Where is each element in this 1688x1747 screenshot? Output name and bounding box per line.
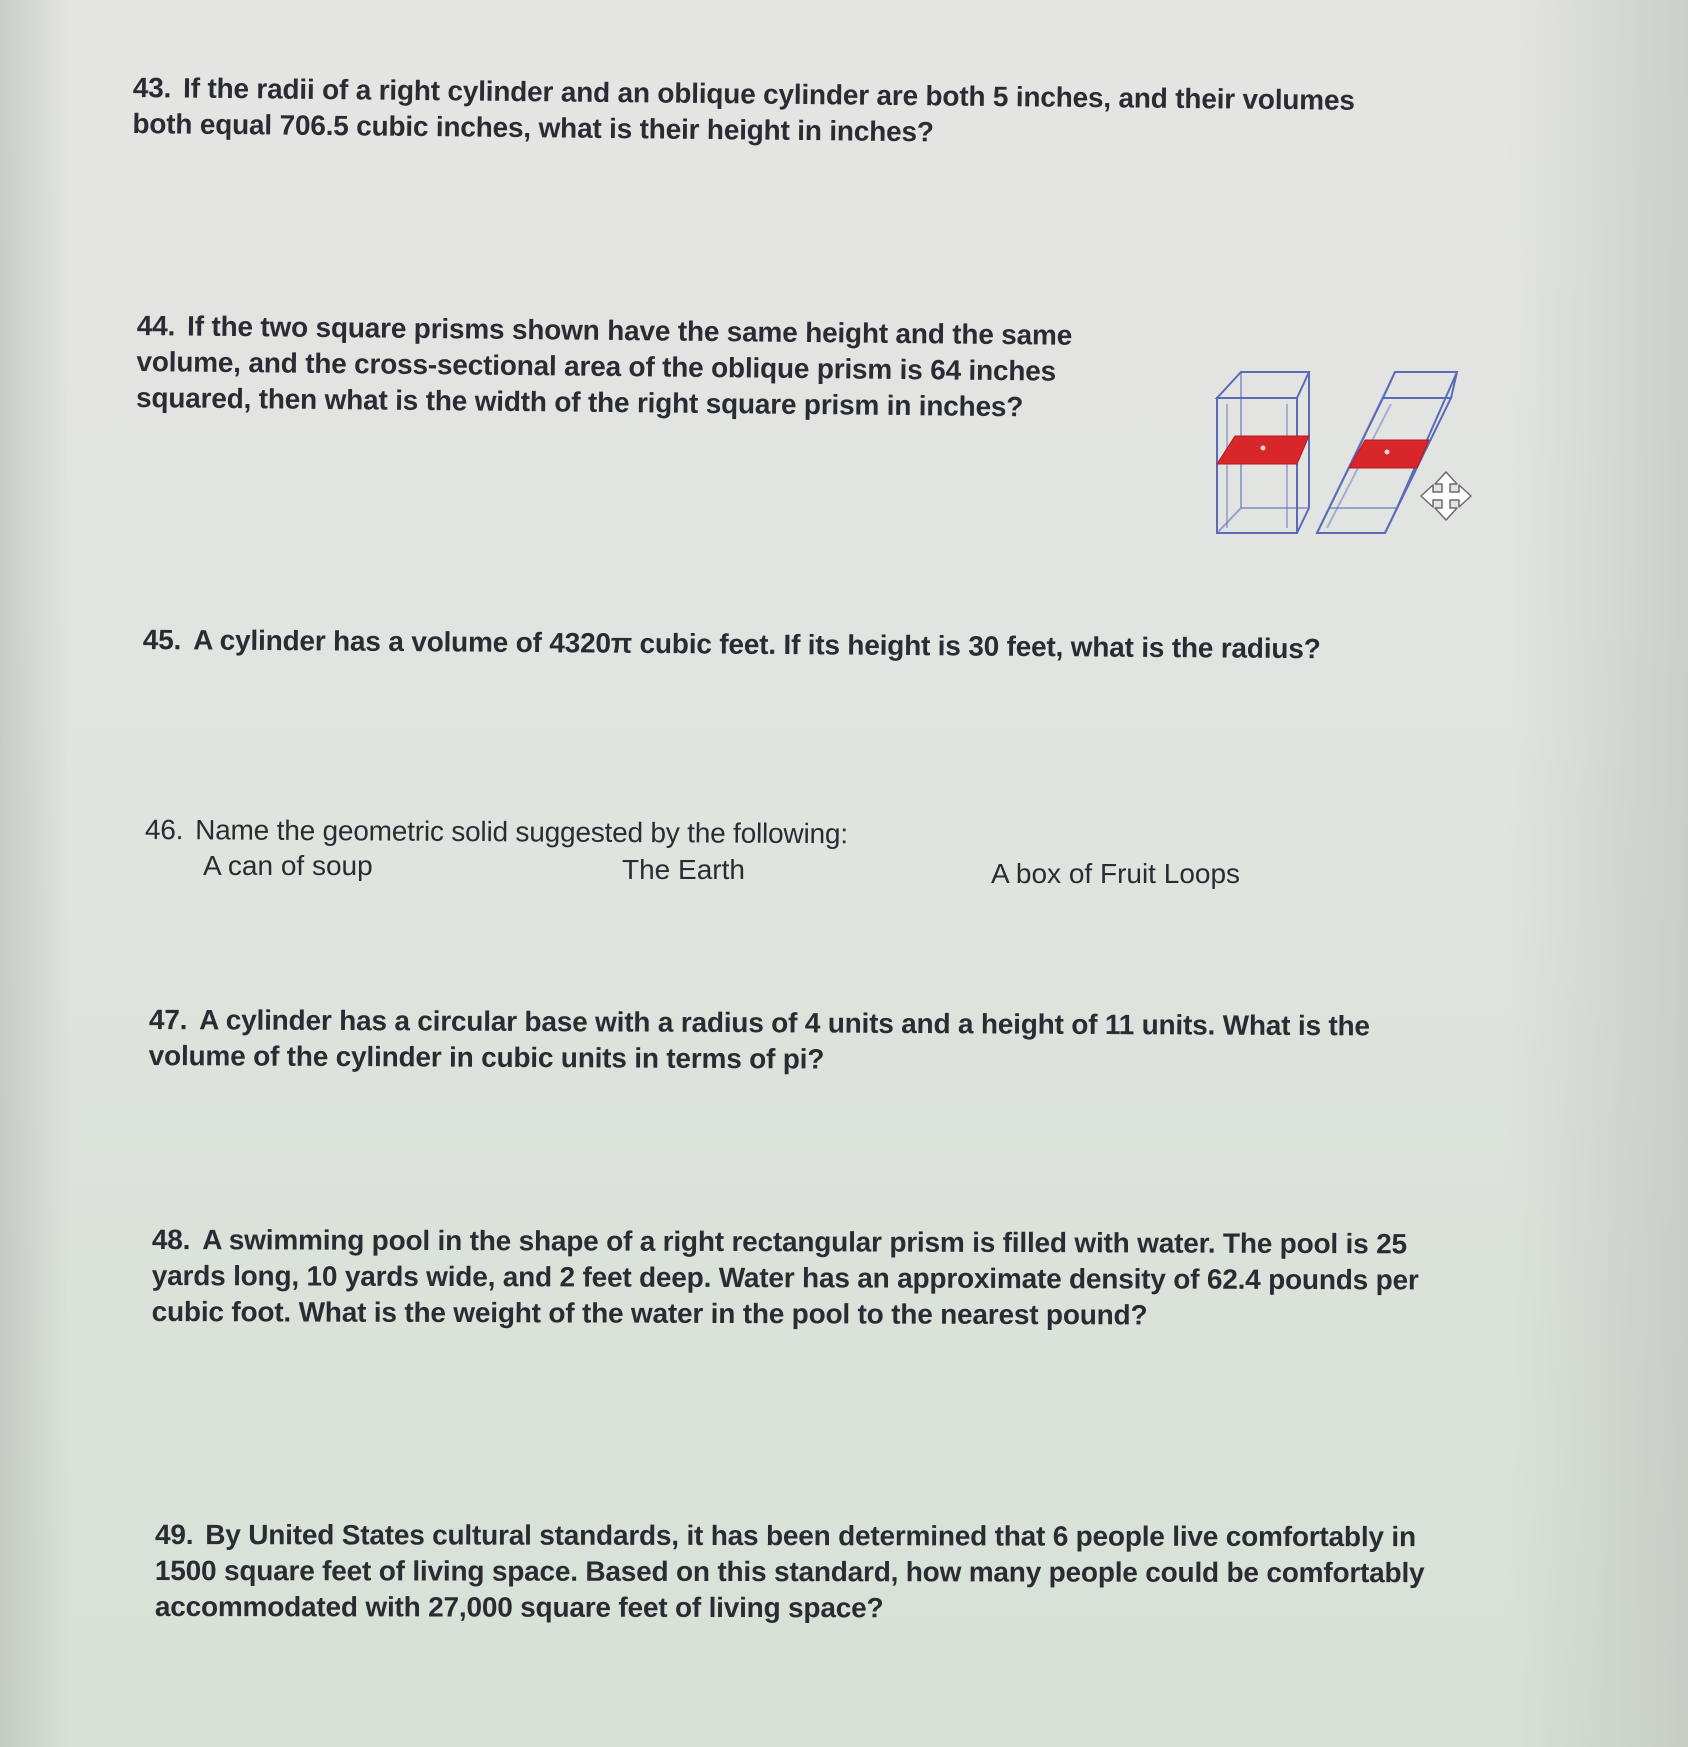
question-45 xyxy=(143,622,1321,667)
question-47 xyxy=(149,1002,1370,1080)
question-49 xyxy=(155,1517,1425,1627)
question-number: 43. xyxy=(132,71,172,104)
question-number: 44. xyxy=(136,309,176,342)
question-text-line: A cylinder has a volume of 4320π cubic feet. If its height is 30 feet, what is the radius? xyxy=(193,624,1321,665)
question-text-line: If the two square prisms shown have the same height and the same xyxy=(186,310,1073,351)
question-number: 45. xyxy=(142,623,182,656)
question-text-line: If the radii of a right cylinder and an oblique cylinder are both 5 inches, and their volumes xyxy=(182,72,1355,116)
move-cursor-icon xyxy=(1421,472,1471,520)
choice-can-of-soup: A can of soup xyxy=(203,850,373,881)
question-44 xyxy=(136,308,1072,426)
question-text-line: both equal 706.5 cubic inches, what is their height in inches? xyxy=(132,107,934,148)
question-text-line: accommodated with 27,000 square feet of living space? xyxy=(154,1590,884,1624)
choice-the-earth: The Earth xyxy=(622,854,745,885)
question-text-line: volume, and the cross-sectional area of the oblique prism is 64 inches xyxy=(136,345,1057,387)
question-text-line: Name the geometric solid suggested by the following: xyxy=(195,814,848,850)
question-text-line: 1500 square feet of living space. Based on this standard, how many people could be comfortably xyxy=(154,1555,1425,1589)
choice-box-of-fruit-loops: A box of Fruit Loops xyxy=(991,858,1241,889)
question-43 xyxy=(132,70,1355,155)
question-number: 49. xyxy=(154,1519,194,1551)
question-text-line: yards long, 10 yards wide, and 2 feet deep. Water has an approximate density of 62.4 pounds per xyxy=(151,1259,1419,1296)
page-shadow-left xyxy=(0,0,70,1747)
question-text-line: cubic foot. What is the weight of the water in the pool to the nearest pound? xyxy=(151,1295,1148,1331)
question-text-line: A cylinder has a circular base with a radius of 4 units and a height of 11 units. What is the xyxy=(199,1004,1370,1042)
question-text-line: volume of the cylinder in cubic units in terms of pi? xyxy=(148,1039,825,1075)
question-number: 48. xyxy=(151,1224,191,1256)
question-number: 47. xyxy=(148,1004,188,1036)
question-48 xyxy=(152,1222,1419,1334)
question-text-line: A swimming pool in the shape of a right rectangular prism is filled with water. The pool is 25 xyxy=(202,1224,1407,1260)
cross-section-dot xyxy=(1385,450,1390,455)
question-text-line: By United States cultural standards, it has been determined that 6 people live comfortably in xyxy=(205,1519,1416,1553)
question-number: 46. xyxy=(144,813,184,846)
question-46 xyxy=(145,812,848,852)
page-shadow-right xyxy=(1508,0,1688,1747)
question-text-line: squared, then what is the width of the right square prism in inches? xyxy=(135,381,1024,423)
prism-figure xyxy=(1205,368,1475,540)
cross-section-dot xyxy=(1261,446,1266,451)
